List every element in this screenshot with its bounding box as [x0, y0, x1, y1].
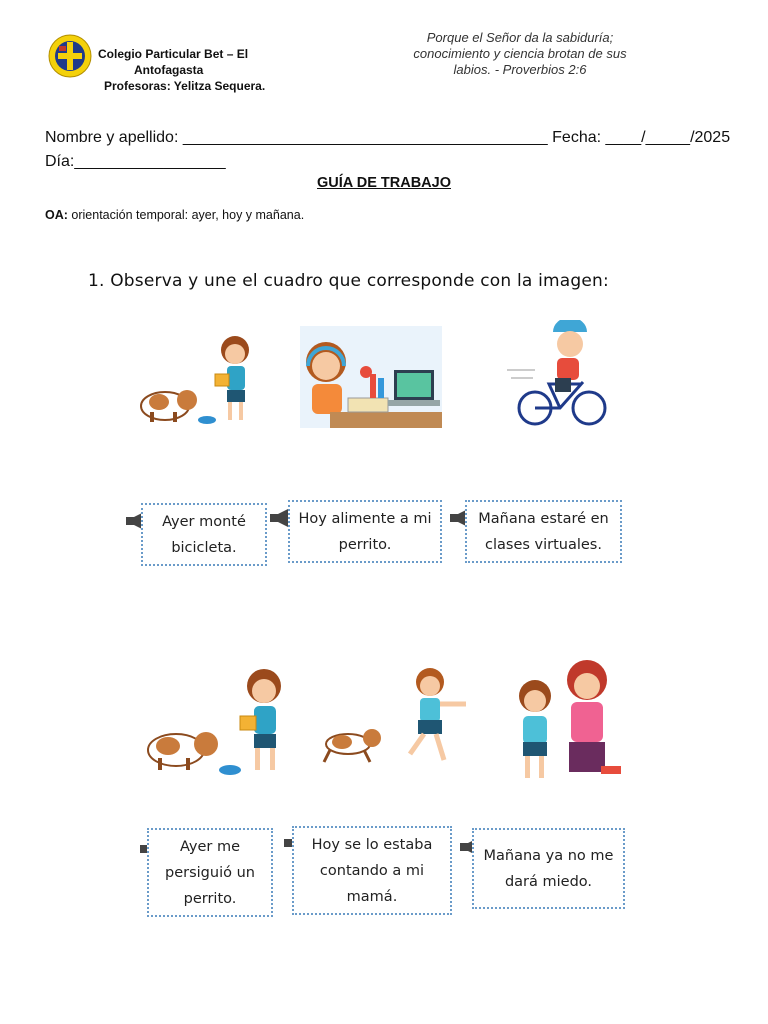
bible-quote [390, 30, 650, 78]
card-text: Ayer me [179, 838, 241, 855]
card-text: clases virtuales. [485, 536, 602, 553]
card-text: Hoy alimente a mi [298, 510, 432, 527]
card-text: Hoy se lo estaba [311, 836, 433, 853]
day-blank[interactable]: _________________ [74, 153, 226, 170]
quote-line-2: conocimiento y ciencia brotan de sus [413, 46, 627, 61]
boy-riding-bike-image [505, 320, 610, 430]
name-blank[interactable]: _________________________________________ [182, 129, 548, 146]
card-text: Ayer monté [162, 513, 246, 530]
card-text: Mañana estaré en [478, 510, 609, 527]
page-title: GUÍA DE TRABAJO [317, 175, 451, 191]
name-label: Nombre y apellido: [45, 129, 179, 146]
quote-line-1: Porque el Señor da la sabiduría; [426, 30, 614, 45]
card-manana-clases[interactable] [465, 500, 622, 563]
oa-label: OA: [45, 208, 68, 222]
girl-with-mom-image [505, 656, 630, 786]
card-ayer-persiguio[interactable] [147, 828, 273, 917]
card-text: perrito. [338, 536, 392, 553]
card-manana-miedo[interactable] [472, 828, 625, 909]
girl-virtual-class-image [300, 326, 442, 428]
card-hoy-perrito[interactable] [288, 500, 442, 563]
dog-chasing-girl-image [320, 664, 470, 774]
card-hoy-mama[interactable] [292, 826, 452, 915]
learning-objective [45, 208, 304, 222]
date-value[interactable]: ____/_____/2025 [605, 129, 731, 146]
card-text: Mañana ya no me [483, 847, 614, 864]
card-text: mamá. [346, 888, 398, 905]
card-text: dará miedo. [504, 873, 593, 890]
oa-text: orientación temporal: ayer, hoy y mañana. [67, 208, 305, 222]
card-text: contando a mi [319, 862, 425, 879]
card-text: bicicleta. [171, 539, 237, 556]
day-label: Día: [45, 153, 75, 170]
card-text: persiguió un [165, 864, 255, 881]
card-text: perrito. [183, 890, 237, 907]
card-ayer-bicicleta[interactable] [141, 503, 267, 566]
school-logo [48, 34, 92, 78]
school-name: Colegio Particular Bet – El [98, 47, 249, 61]
date-label: Fecha: [552, 129, 602, 146]
school-info [98, 46, 288, 94]
girl-feeding-dog-image [135, 328, 270, 428]
name-date-line [45, 129, 730, 147]
instruction: 1. Observa y une el cuadro que corresponde con la imagen: [88, 271, 609, 291]
girl-feeding-dog-image-2 [140, 660, 300, 778]
school-city: Antofagasta [134, 63, 204, 77]
teacher-name: Profesoras: Yelitza Sequera. [104, 79, 266, 93]
quote-line-3: labios. - Proverbios 2:6 [453, 62, 587, 77]
day-line [45, 153, 226, 171]
